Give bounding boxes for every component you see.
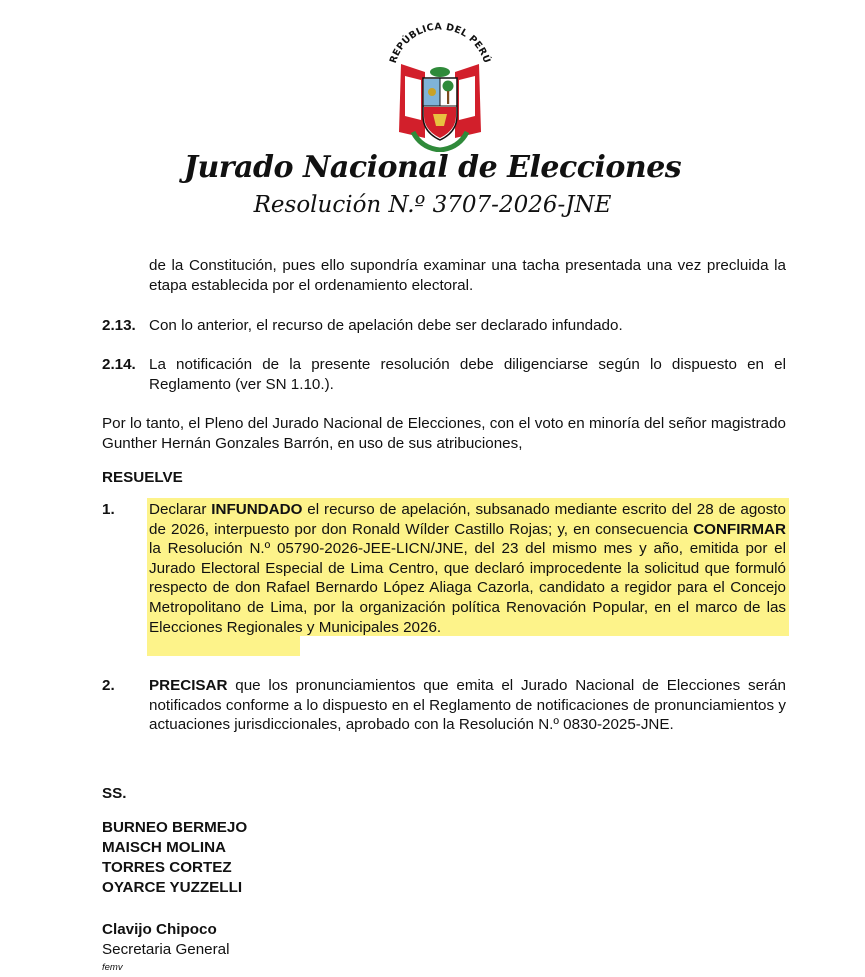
magistrate-name: MAISCH MOLINA (102, 839, 227, 856)
institution-title: Jurado Nacional de Elecciones (183, 150, 682, 185)
secretary-title: Secretaria General (102, 941, 230, 958)
svg-text:REPÚBLICA DEL PERÚ: REPÚBLICA DEL PERÚ (387, 21, 493, 65)
continued-paragraph: de la Constitución, pues ello supondría examinar una tacha presentada una vez precluida la etapa establecida por el ordenamiento electoral. (149, 257, 786, 294)
item-number: 2.14. (102, 356, 136, 373)
resolution-text-2 (149, 676, 786, 735)
text-run: Declarar (149, 501, 212, 518)
resolution-number: Resolución N.º 3707-2026-JNE (253, 192, 612, 218)
drafter-initials: femv (102, 962, 123, 973)
highlight-end (300, 636, 790, 657)
infundado-keyword: INFUNDADO (211, 501, 303, 518)
ss-label: SS. (102, 785, 127, 802)
item-text: La notificación de la presente resolución debe diligenciarse según lo dispuesto en el Reglamento (ver SN 1.10.). (149, 356, 786, 393)
resuelve-heading: RESUELVE (102, 469, 183, 486)
resolution-text-1 (149, 500, 786, 637)
item-number: 2.13. (102, 317, 136, 334)
por-lo-tanto-paragraph: Por lo tanto, el Pleno del Jurado Nacional de Elecciones, con el voto en minoría del señor magistrado Gunther Hernán Gonzales Barrón, en uso de sus atribuciones, (102, 415, 786, 452)
magistrate-name: BURNEO BERMEJO (102, 819, 248, 836)
resolution-number-2: 2. (102, 677, 115, 694)
secretary-name: Clavijo Chipoco (102, 921, 217, 938)
text-run: el recurso de apelación, subsanado mediante escrito del 28 de agosto de 2026, interpuesto por don Ronald Wílder Castillo Rojas; y, en consecuencia (149, 501, 786, 538)
confirmar-keyword: CONFIRMAR (693, 520, 786, 538)
text-run: la Resolución N.º 05790-2026-JEE-LICN/JNE, del 23 del mismo mes y año, emitida por el Jurado Electoral Especial de Lima Centro, que declaró improcedente la solicitud que formuló respecto de don Rafael Bernardo López Aliaga Cazorla, candidato a regidor para el Concejo Metropolitano de Lima, por la organización política Renovación Popular, en el marco de las Elecciones Regionales y Municipales 2026. (149, 540, 786, 636)
resolution-number-1: 1. (102, 501, 115, 518)
item-text: Con lo anterior, el recurso de apelación debe ser declarado infundado. (149, 317, 623, 334)
magistrate-name: OYARCE YUZZELLI (102, 879, 243, 896)
magistrate-name: TORRES CORTEZ (102, 859, 232, 876)
coat-of-arms-seal (381, 20, 499, 152)
precisar-keyword: PRECISAR (149, 677, 228, 694)
text-run: que los pronunciamientos que emita el Jurado Nacional de Elecciones serán notificados conforme a lo dispuesto en el Reglamento de notificaciones de pronunciamientos y actuaciones jurisdiccionales, aprobado con la Resolución N.º 0830-2025-JNE. (149, 677, 786, 734)
